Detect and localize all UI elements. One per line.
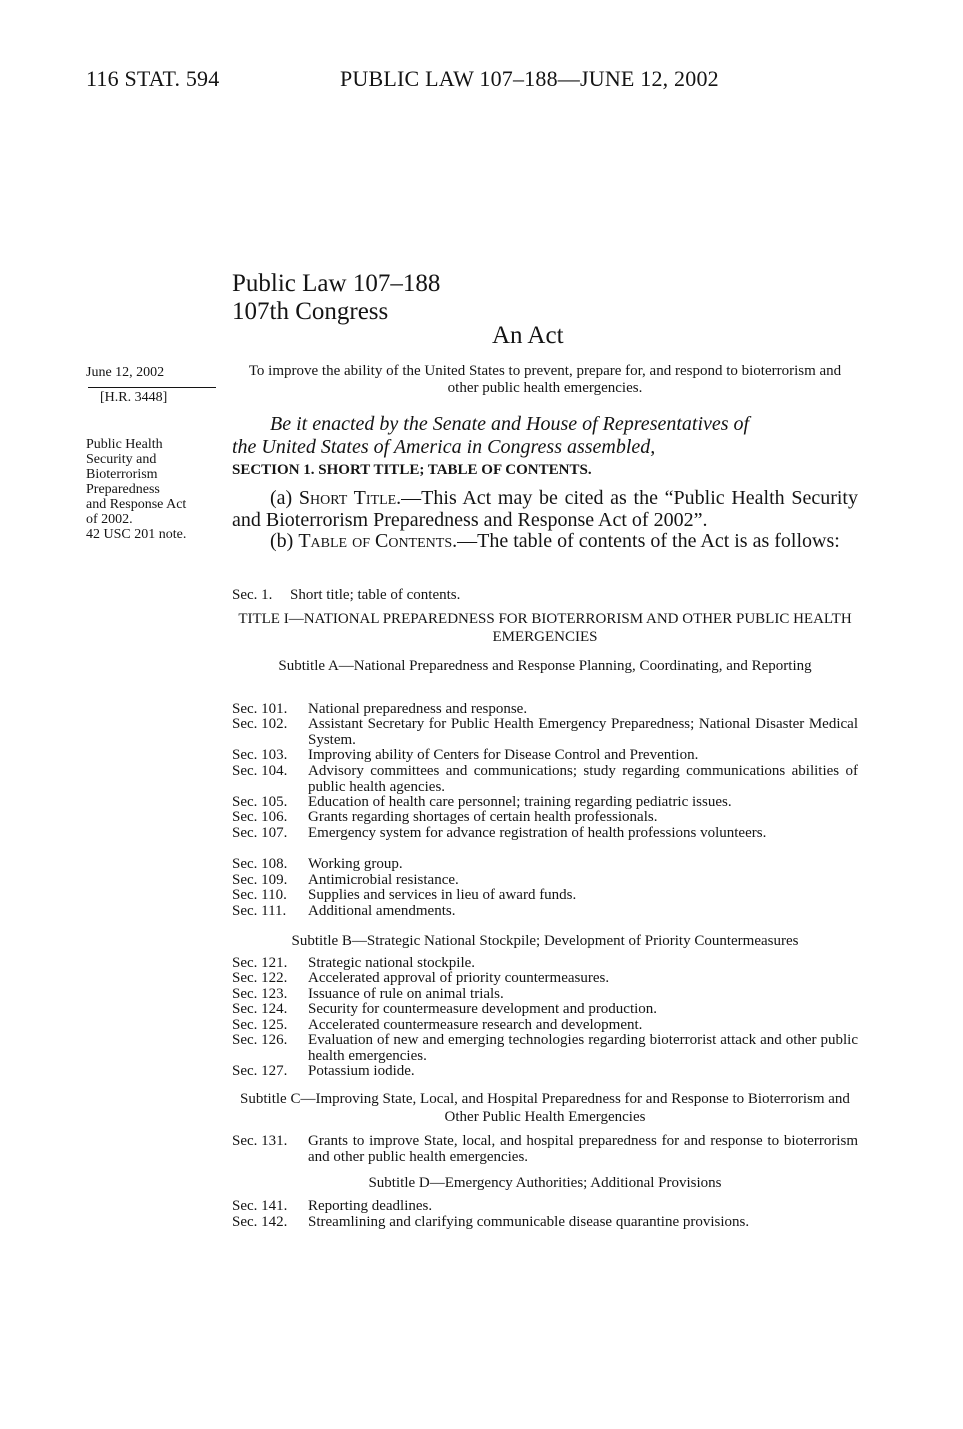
section-1-heading: SECTION 1. SHORT TITLE; TABLE OF CONTENTS.: [232, 462, 592, 478]
toc-sec-number: Sec. 125.: [232, 1017, 288, 1033]
enacting-line-2: the United States of America in Congress assembled,: [232, 436, 656, 458]
section-1b-prefix: (b): [270, 530, 299, 552]
toc-sec-title: Strategic national stockpile.: [308, 955, 476, 971]
enacting-line-1: Be it enacted by the Senate and House of Representatives of: [270, 413, 750, 435]
toc-sec-title: Grants to improve State, local, and hospital preparedness for and response to bioterrorism and other public health emergencies.: [308, 1133, 858, 1165]
toc-sec-number: Sec. 103.: [232, 747, 288, 763]
section-1a: [232, 487, 858, 531]
margin-line: Security and: [86, 452, 157, 467]
toc-sec-title: National preparedness and response.: [308, 701, 528, 717]
toc-sec-number: Sec. 122.: [232, 970, 288, 986]
toc-sec-number: Sec. 102.: [232, 716, 288, 732]
margin-line: and Response Act: [86, 497, 187, 512]
toc-sec-title: Assistant Secretary for Public Health Emergency Preparedness; National Disaster Medical System.: [308, 716, 858, 748]
toc-sec-number: Sec. 142.: [232, 1214, 288, 1230]
toc-sec-number: Sec. 126.: [232, 1032, 288, 1048]
toc-sec-number: Sec. 123.: [232, 986, 288, 1002]
toc-entry: [232, 717, 858, 748]
toc-sec-number: Sec. 124.: [232, 1001, 288, 1017]
toc-sec-number: Sec. 131.: [232, 1133, 288, 1149]
act-purpose: To improve the ability of the United States to prevent, prepare for, and respond to bioterrorism and other public health emergencies.: [248, 363, 842, 396]
an-act-heading: An Act: [492, 322, 564, 349]
section-1b-label: Table of Contents: [298, 530, 453, 552]
toc-entry: [232, 971, 858, 987]
toc-sec-title: Improving ability of Centers for Disease Control and Prevention.: [308, 747, 699, 763]
title-1-heading: TITLE I—NATIONAL PREPAREDNESS FOR BIOTERRORISM AND OTHER PUBLIC HEALTH EMERGENCIES: [238, 611, 852, 645]
toc-sec-number: Sec. 121.: [232, 955, 288, 971]
toc-sec-number: Sec. 101.: [232, 701, 288, 717]
toc-sec-title: Working group.: [308, 856, 403, 872]
congress-number: 107th Congress: [232, 298, 389, 325]
section-1a-label: Short Title: [298, 487, 397, 509]
toc-entry: [232, 1215, 858, 1231]
subtitle-a-heading: Subtitle A—National Preparedness and Response Planning, Coordinating, and Reporting: [278, 658, 812, 674]
toc-sec-number: Sec. 111.: [232, 903, 287, 919]
toc-sec-title: Emergency system for advance registration of health professions volunteers.: [308, 825, 767, 841]
enacting-clause: [232, 413, 858, 459]
toc-sec-number: Sec. 106.: [232, 809, 288, 825]
margin-short-title: [86, 437, 186, 542]
toc-sec-title: Evaluation of new and emerging technologies regarding bioterrorist attack and other public health emergencies.: [308, 1032, 858, 1064]
toc-sec-title: Education of health care personnel; training regarding pediatric issues.: [308, 794, 732, 810]
subtitle-b-heading: Subtitle B—Strategic National Stockpile; Development of Priority Countermeasures: [291, 933, 799, 949]
toc-sec-title: Advisory committees and communications; study regarding communications abilities of public health agencies.: [308, 763, 858, 795]
toc-sec-number: Sec. 141.: [232, 1198, 288, 1214]
toc-sec-number: Sec. 104.: [232, 763, 288, 779]
toc-sec-number: Sec. 105.: [232, 794, 288, 810]
margin-line: Public Health: [86, 437, 163, 452]
toc-sec-number: Sec. 1.: [232, 587, 273, 603]
margin-line: of 2002.: [86, 512, 133, 527]
title-block: [232, 270, 440, 326]
toc-sec-title: Issuance of rule on animal trials.: [308, 986, 504, 1002]
toc-entry: [232, 1134, 858, 1165]
toc-entry: [232, 810, 858, 826]
toc-sec-number: Sec. 110.: [232, 887, 287, 903]
toc-entry: [232, 748, 858, 764]
toc-sec-title: Potassium iodide.: [308, 1063, 415, 1079]
toc-sec-title: Short title; table of contents.: [290, 587, 461, 603]
toc-sec-title: Accelerated countermeasure research and development.: [308, 1017, 643, 1033]
toc-sec-title: Accelerated approval of priority countermeasures.: [308, 970, 610, 986]
toc-sec-number: Sec. 108.: [232, 856, 288, 872]
section-1b: [232, 530, 858, 552]
toc-sec-title: Reporting deadlines.: [308, 1198, 433, 1214]
section-1a-text: .—This Act may be cited as the “Public Health Security and Bioterrorism Preparedness and Response Act of 2002”.: [232, 487, 858, 531]
section-1b-text: .—The table of contents of the Act is as follows:: [452, 530, 840, 552]
toc-sec-number: Sec. 127.: [232, 1063, 288, 1079]
toc-entry: [232, 1064, 858, 1080]
toc-sec-number: Sec. 109.: [232, 872, 288, 888]
toc-sec-title: Grants regarding shortages of certain health professionals.: [308, 809, 658, 825]
toc-sec-title: Security for countermeasure development and production.: [308, 1001, 658, 1017]
page-reference: 116 STAT. 594: [86, 66, 220, 91]
margin-divider: [88, 387, 216, 388]
toc-entry: [232, 588, 858, 604]
public-law-number: Public Law 107–188: [232, 270, 441, 297]
toc-entry: [232, 888, 858, 904]
toc-entry: [232, 764, 858, 795]
toc-sec-title: Antimicrobial resistance.: [308, 872, 459, 888]
running-title: PUBLIC LAW 107–188—JUNE 12, 2002: [340, 66, 719, 91]
toc-sec-number: Sec. 107.: [232, 825, 288, 841]
subtitle-d-heading: Subtitle D—Emergency Authorities; Additional Provisions: [368, 1175, 722, 1191]
toc-entry: [232, 1002, 858, 1018]
margin-usc-citation: 42 USC 201 note.: [86, 527, 187, 542]
margin-line: Bioterrorism: [86, 467, 158, 482]
margin-bill-number: [H.R. 3448]: [100, 390, 168, 405]
subtitle-c-heading: Subtitle C—Improving State, Local, and Hospital Preparedness for and Response to Bioterrorism and Other Public Health Emergencies: [240, 1091, 850, 1125]
toc-sec-title: Supplies and services in lieu of award funds.: [308, 887, 577, 903]
toc-sec-title: Additional amendments.: [308, 903, 456, 919]
toc-entry: [232, 826, 858, 842]
toc-entry: [232, 857, 858, 873]
toc-entry: [232, 1199, 858, 1215]
toc-sec-title: Streamlining and clarifying communicable disease quarantine provisions.: [308, 1214, 750, 1230]
margin-date: June 12, 2002: [86, 365, 165, 380]
toc-entry: [232, 904, 858, 920]
section-1a-prefix: (a): [270, 487, 299, 509]
toc-entry: [232, 1033, 858, 1064]
margin-line: Preparedness: [86, 482, 160, 497]
